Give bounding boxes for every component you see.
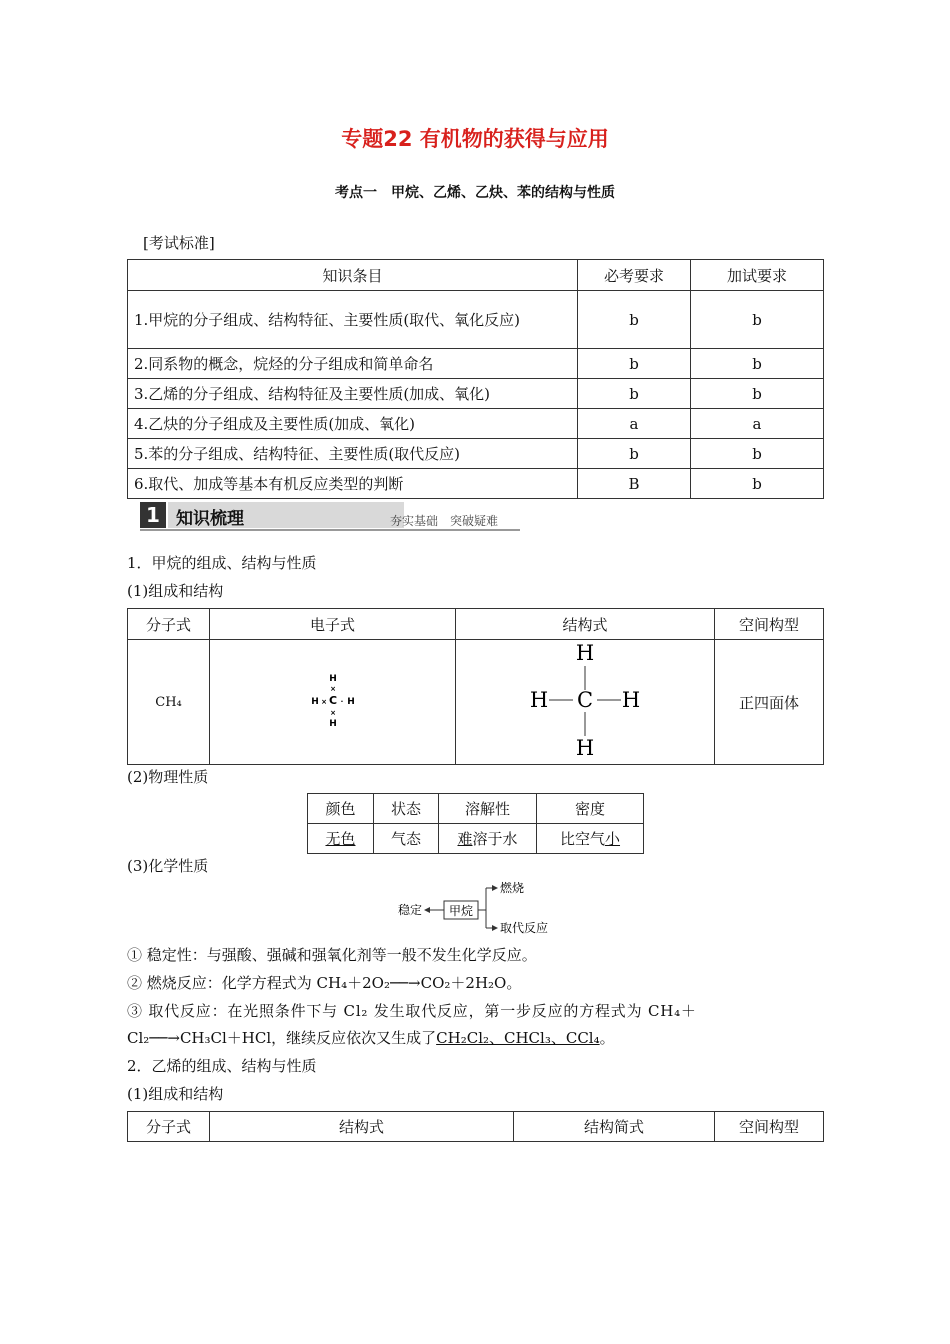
substitution-answer: CH₂Cl₂、CHCl₃、CCl₄ (436, 1029, 600, 1047)
header-condensed: 结构简式 (514, 1112, 715, 1142)
row-extra: b (691, 439, 824, 469)
section-heading: 1．甲烷的组成、结构与性质 (127, 554, 317, 572)
subheading: (2)物理性质 (127, 768, 209, 786)
density-prefix: 比空气 (559, 830, 605, 848)
row-item: 6.取代、加成等基本有机反应类型的判断 (128, 469, 578, 499)
solubility-rest: 溶于水 (472, 830, 518, 848)
ethylene-structure-table (127, 1111, 824, 1142)
struct-h-bottom: H (575, 736, 595, 760)
header-item: 知识条目 (128, 260, 578, 291)
header-structural: 结构式 (210, 1112, 514, 1142)
row-extra: a (691, 409, 824, 439)
table-header-row (128, 260, 824, 291)
electron-formula-cell (210, 640, 456, 765)
diagram-substitution: 取代反应 (500, 921, 549, 935)
section-subtitle: 考点一 甲烷、乙烯、乙炔、苯的结构与性质 (335, 185, 615, 201)
row-required: b (578, 379, 691, 409)
arrow-left-head (424, 907, 430, 913)
substitution-products: CH₃Cl＋HCl，继续反应依次又生成了 (179, 1029, 437, 1047)
density-cell (537, 824, 644, 854)
header-required: 必考要求 (578, 260, 691, 291)
header-formula: 分子式 (128, 1112, 210, 1142)
header-formula: 分子式 (128, 609, 210, 640)
header-extra: 加试要求 (691, 260, 824, 291)
diagram-combustion: 燃烧 (500, 881, 525, 895)
header-shape: 空间构型 (715, 1112, 824, 1142)
struct-h-top: H (575, 641, 595, 665)
methane-property-diagram (396, 878, 566, 938)
section-heading: 2．乙烯的组成、结构与性质 (127, 1057, 317, 1075)
table-row (128, 409, 824, 439)
lewis-electron-bottom: × (329, 709, 336, 717)
header-state: 状态 (374, 794, 439, 824)
row-extra: b (691, 469, 824, 499)
header-shape: 空间构型 (715, 609, 824, 640)
substitution-reactant: Cl₂ (127, 1029, 150, 1047)
standards-table (127, 259, 824, 499)
arrow-bottom-head (492, 925, 498, 931)
banner-rule (140, 529, 520, 531)
lewis-electron-right: · (340, 698, 343, 706)
table-row (128, 469, 824, 499)
structural-formula-cell (456, 640, 715, 765)
row-item: 3.乙烯的分子组成、结构特征及主要性质(加成、氧化) (128, 379, 578, 409)
header-color: 颜色 (308, 794, 374, 824)
arrow-top-head (492, 885, 498, 891)
solubility-answer: 难 (457, 830, 473, 848)
color-answer: 无色 (325, 830, 356, 848)
color-cell (308, 824, 374, 854)
combustion-lhs: ② 燃烧反应：化学方程式为 CH₄＋2O₂ (127, 974, 390, 992)
table-header-row (128, 1112, 824, 1142)
row-required: b (578, 291, 691, 349)
subheading: (3)化学性质 (127, 857, 209, 875)
struct-c: C (576, 688, 594, 712)
row-extra: b (691, 349, 824, 379)
property-substitution: ③ 取代反应：在光照条件下与 Cl₂ 发生取代反应，第一步反应的方程式为 CH₄＋ (127, 1002, 697, 1020)
diagram-stable: 稳定 (398, 903, 423, 917)
reaction-arrow: ──→ (389, 974, 421, 992)
lewis-h-left: H (310, 697, 319, 707)
property-stability: ① 稳定性：与强酸、强碱和强氧化剂等一般不发生化学反应。 (127, 946, 537, 964)
lewis-c: C (328, 694, 337, 707)
exam-standard-label: [考试标准] (143, 234, 215, 252)
row-extra: b (691, 379, 824, 409)
row-item: 5.苯的分子组成、结构特征、主要性质(取代反应) (128, 439, 578, 469)
lewis-electron-left: × (320, 698, 327, 706)
struct-h-left: H (529, 688, 549, 712)
diagram-methane: 甲烷 (448, 904, 474, 918)
subheading: (1)组成和结构 (127, 1085, 224, 1103)
table-row (128, 291, 824, 349)
lewis-h-right: H (346, 697, 355, 707)
knowledge-banner (140, 502, 520, 530)
table-row (128, 349, 824, 379)
spatial-shape: 正四面体 (715, 640, 824, 765)
substitution-end: 。 (599, 1029, 615, 1047)
solubility-cell (439, 824, 537, 854)
header-structural: 结构式 (456, 609, 715, 640)
property-substitution-cont (127, 1027, 615, 1048)
density-answer: 小 (605, 830, 621, 848)
row-extra: b (691, 291, 824, 349)
state-value: 气态 (374, 824, 439, 854)
row-item: 2.同系物的概念，烷烃的分子组成和简单命名 (128, 349, 578, 379)
header-solubility: 溶解性 (439, 794, 537, 824)
row-required: B (578, 469, 691, 499)
page-title: 专题22 有机物的获得与应用 (341, 127, 609, 151)
row-item: 4.乙炔的分子组成及主要性质(加成、氧化) (128, 409, 578, 439)
row-required: b (578, 349, 691, 379)
table-row (128, 379, 824, 409)
header-density: 密度 (537, 794, 644, 824)
banner-number: 1 (140, 502, 166, 528)
molecular-formula: CH₄ (128, 640, 210, 765)
row-item: 1.甲烷的分子组成、结构特征、主要性质(取代、氧化反应) (128, 291, 578, 349)
table-header-row (308, 794, 644, 824)
reaction-arrow: ──→ (149, 1029, 180, 1047)
struct-h-right: H (621, 688, 641, 712)
structural-formula (525, 640, 645, 760)
row-required: a (578, 409, 691, 439)
banner-subtitle: 夯实基础 突破疑难 (390, 514, 499, 528)
lewis-electron-top: × (329, 685, 336, 693)
row-required: b (578, 439, 691, 469)
combustion-rhs: CO₂＋2H₂O。 (420, 974, 522, 992)
lewis-h-bottom: H (328, 719, 337, 729)
table-header-row (128, 609, 824, 640)
subheading: (1)组成和结构 (127, 582, 224, 600)
physical-properties-table (307, 793, 644, 854)
table-row (128, 439, 824, 469)
table-row (128, 640, 824, 765)
header-electron: 电子式 (210, 609, 456, 640)
lewis-h-top: H (328, 674, 337, 684)
lewis-structure (303, 670, 363, 730)
methane-structure-table (127, 608, 824, 765)
table-row (308, 824, 644, 854)
banner-label: 知识梳理 (176, 509, 244, 529)
property-combustion (127, 972, 521, 993)
